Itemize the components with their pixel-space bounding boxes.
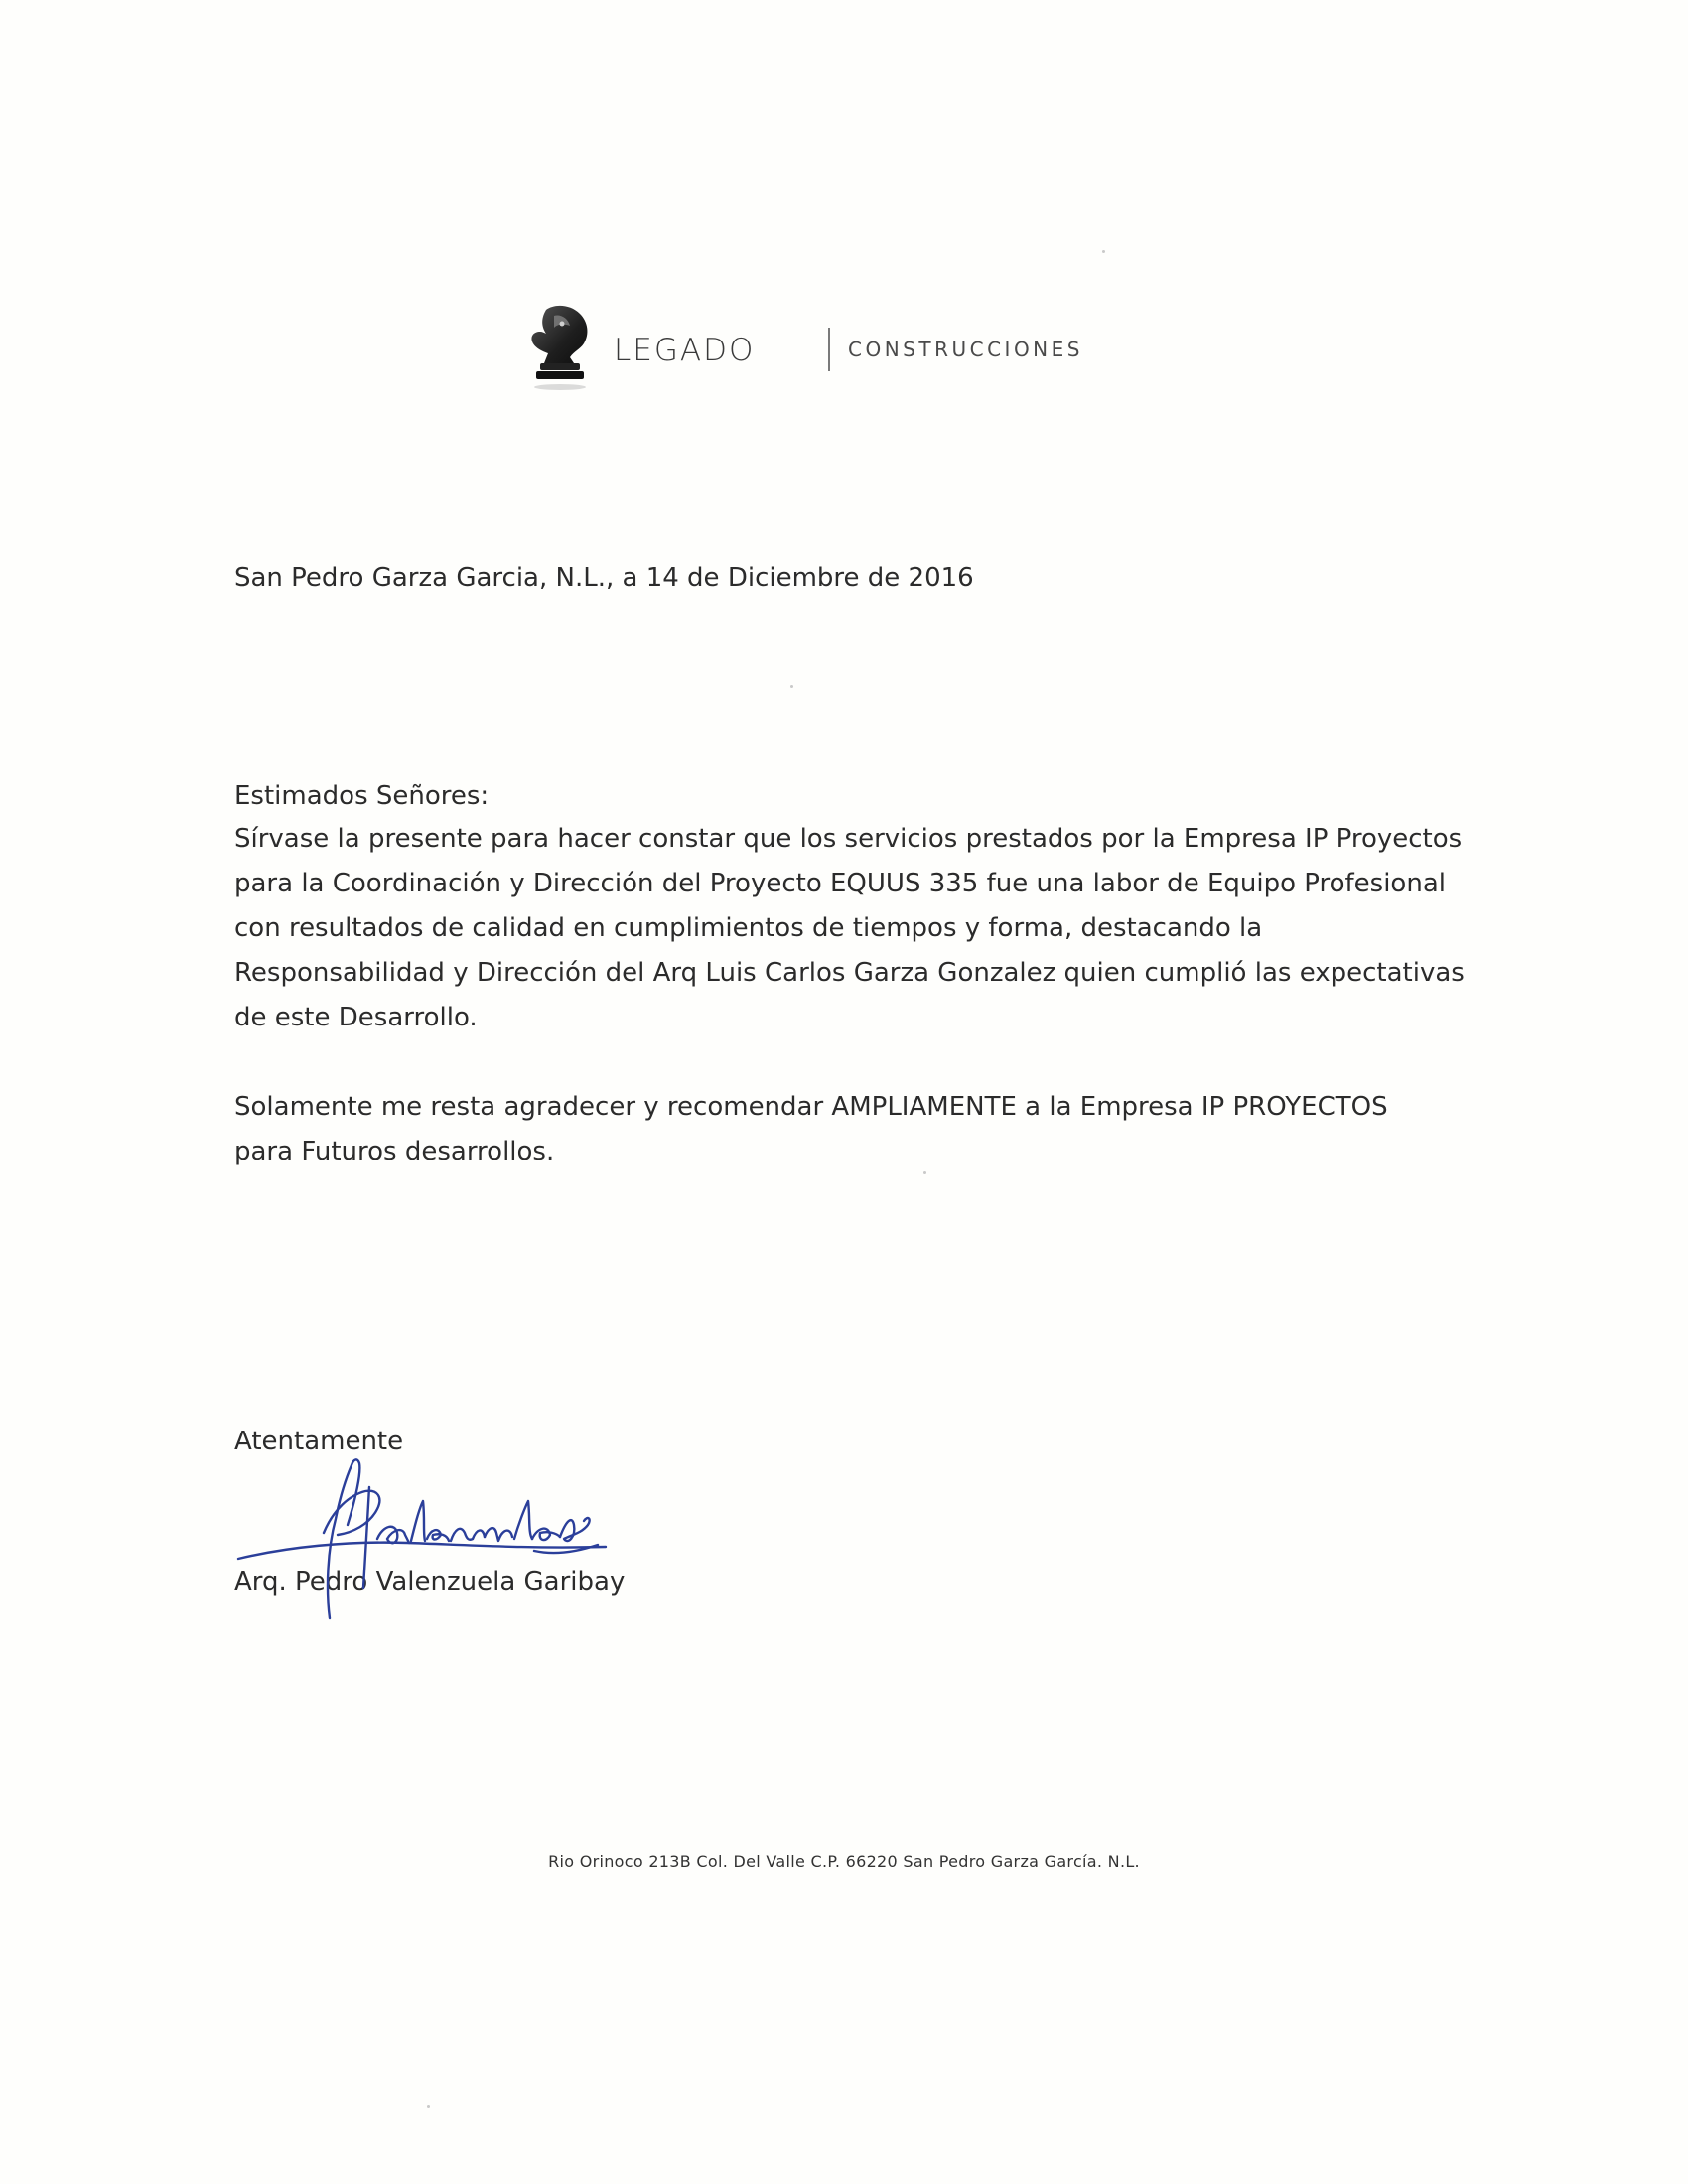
brand-subtitle: CONSTRUCCIONES xyxy=(848,338,1083,361)
letterhead xyxy=(524,298,1180,397)
paragraph-1 xyxy=(234,817,1465,1040)
paragraph-line: para Futuros desarrollos. xyxy=(234,1137,555,1166)
paragraph-2 xyxy=(234,1085,1388,1174)
signer-name: Arq. Pedro Valenzuela Garibay xyxy=(234,1568,626,1597)
scan-speck xyxy=(427,2105,430,2108)
salutation: Estimados Señores: xyxy=(234,781,490,811)
brand-name: LEGADO xyxy=(614,333,756,368)
paragraph-line: de este Desarrollo. xyxy=(234,1003,478,1032)
closing: Atentamente xyxy=(234,1427,404,1456)
paragraph-line: Sírvase la presente para hacer constar que los servicios prestados por la Empresa IP Proyectos xyxy=(234,824,1463,854)
paragraph-line: Solamente me resta agradecer y recomendar AMPLIAMENTE a la Empresa IP PROYECTOS xyxy=(234,1092,1388,1122)
footer-address: Rio Orinoco 213B Col. Del Valle C.P. 66220 San Pedro Garza García. N.L. xyxy=(548,1852,1140,1871)
brand-divider xyxy=(828,328,830,371)
chess-knight-icon xyxy=(524,302,596,393)
signature xyxy=(228,1430,645,1628)
scan-speck xyxy=(790,685,793,688)
paragraph-line: para la Coordinación y Dirección del Proyecto EQUUS 335 fue una labor de Equipo Profesional xyxy=(234,869,1446,898)
paragraph-line: con resultados de calidad en cumplimientos de tiempos y forma, destacando la xyxy=(234,913,1263,943)
scan-speck xyxy=(1102,250,1105,253)
paragraph-line: Responsabilidad y Dirección del Arq Luis Carlos Garza Gonzalez quien cumplió las expectativas xyxy=(234,958,1465,988)
date-line: San Pedro Garza Garcia, N.L., a 14 de Diciembre de 2016 xyxy=(234,563,974,593)
